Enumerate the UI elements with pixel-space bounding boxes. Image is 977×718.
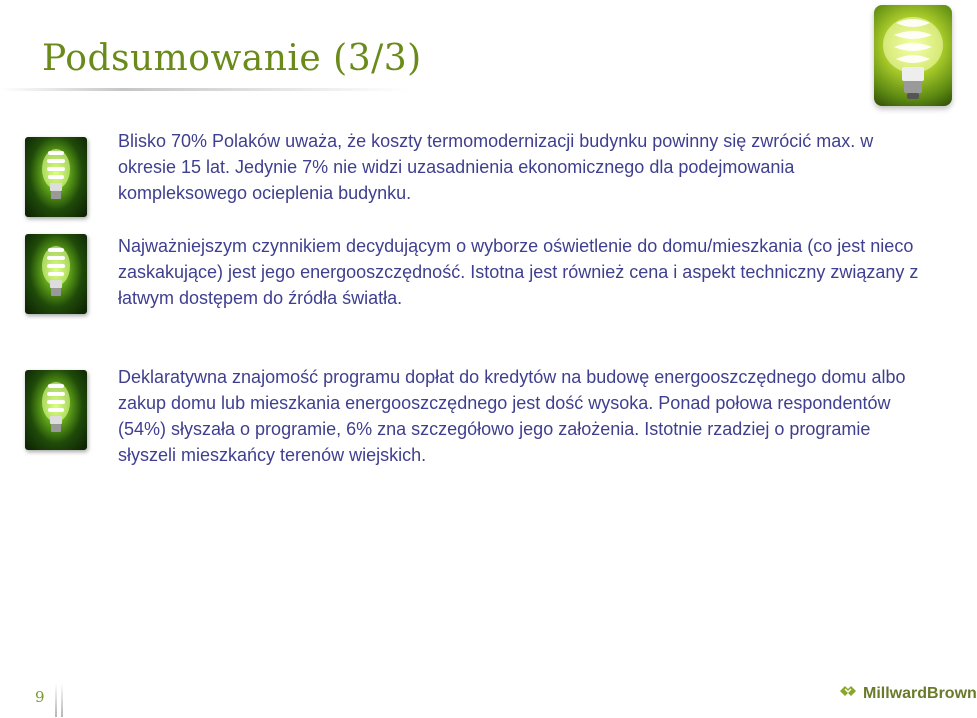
brand-logo	[838, 683, 977, 704]
summary-paragraph: Najważniejszym czynnikiem decydującym o wyborze oświetlenie do domu/mieszkania (co jest nieco zaskakujące) jest jego energooszczędność. Istotna jest również cena i aspekt techniczny związany z łatwym dostępem do źródła światła.	[118, 236, 919, 308]
page-number: 9	[35, 688, 45, 706]
cfl-bulb-icon	[874, 5, 952, 106]
cfl-bulb-icon	[25, 370, 87, 450]
cfl-bulb-icon	[25, 137, 87, 217]
title-divider	[0, 88, 410, 91]
slide-title: Podsumowanie (3/3)	[42, 38, 422, 79]
brand-name: MillwardBrown	[863, 684, 977, 702]
footer-divider	[55, 683, 57, 717]
summary-paragraph: Blisko 70% Polaków uważa, że koszty termomodernizacji budynku powinny się zwrócić max. w okresie 15 lat. Jedynie 7% nie widzi uzasadnienia ekonomicznego dla podejmowania kompleksowego ocieplenia budynku.	[118, 131, 874, 203]
footer-divider	[61, 683, 63, 717]
millwardbrown-logo-icon	[838, 683, 858, 704]
cfl-bulb-icon	[25, 234, 87, 314]
summary-paragraph: Deklaratywna znajomość programu dopłat do kredytów na budowę energooszczędnego domu albo zakup domu lub mieszkania energooszczędnego jest dość wysoka. Ponad połowa respondentów (54%) słyszała o programie, 6% zna szczegółowo jego założenia. Istotnie rzadziej o programie słyszeli mieszkańcy terenów wiejskich.	[118, 367, 906, 465]
